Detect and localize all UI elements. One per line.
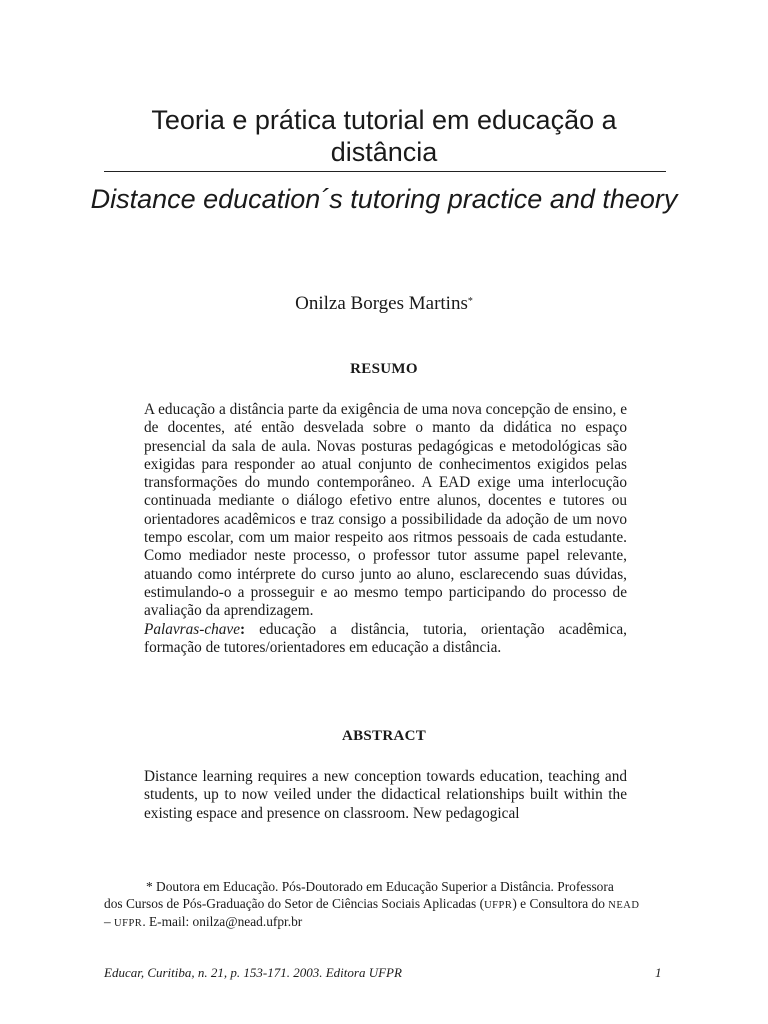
resumo-paragraph: A educação a distância parte da exigência de uma nova concepção de ensino, e de docentes, até então desvelada sobre o manto da didática no espaço presencial da sala de aula. Novas posturas pedagógicas e metodológicas são exigidas para responder ao atual conjunto de conhecimentos exigidos pelas transformações do mundo contemporâneo. A EAD exige uma interlocução continuada mediante o diálogo efetivo entre alunos, docentes e tutores ou orientadores acadêmicos e traz consigo a possibilidade da adoção de um novo tempo escolar, com um maior respeito aos ritmos pessoais de cada estudante. Como mediador neste processo, o professor tutor assume papel relevante, atuando como intérprete do curso junto ao aluno, esclarecendo suas dúvidas, estimulando-o a prosseguir e ao mesmo tempo participando do processo de avaliação da aprendizagem. [144,401,627,620]
keywords-colon: : [240,620,246,638]
resumo-keywords [144,621,627,658]
abstract-paragraph: Distance learning requires a new conception towards education, teaching and students, up to now veiled under the didactical relationships built within the existing espace and presence on classroom. New pedagogical [144,768,627,822]
keywords-label: Palavras-chave [144,620,240,638]
footnote-ufpr-abbr-2: UFPR [114,918,143,929]
keywords-text: educação a distância, tutoria, orientação acadêmica, formação de tutores/orientadores em educação a distância. [144,620,627,656]
author-name: Onilza Borges Martins [295,293,468,314]
resumo-heading: RESUMO [350,361,418,377]
footnote-ufpr-abbr: UFPR [484,899,513,911]
footnote-line-3 [104,914,668,933]
footnote-nead-abbr: NEAD [608,899,640,911]
author-footnote [104,879,668,933]
title-divider [104,171,666,172]
footer-citation: Educar, Curitiba, n. 21, p. 153-171. 2003. Editora UFPR [104,965,402,980]
footnote-dash: – [104,914,115,929]
title-english: Distance education´s tutoring practice and theory [90,184,678,214]
footnote-line-2-a: dos Cursos de Pós-Graduação do Setor de Ciências Sociais Aplicadas ( [104,895,485,911]
abstract-heading: ABSTRACT [341,728,427,744]
title-portuguese: Teoria e prática tutorial em educação a distância [151,105,617,167]
abstract-section [144,768,627,823]
footnote-line-2-b: ) e Consultora do [512,895,609,911]
footnote-email[interactable]: . E-mail: onilza@nead.ufpr.br [142,914,303,929]
footnote-line-2 [104,896,668,915]
page-number: 1 [655,965,662,980]
resumo-section [144,401,627,657]
author-line [0,292,768,316]
author-footnote-mark[interactable]: * [467,296,473,307]
footnote-line-1: * Doutora em Educação. Pós-Doutorado em Educação Superior a Distância. Professora [146,879,614,894]
